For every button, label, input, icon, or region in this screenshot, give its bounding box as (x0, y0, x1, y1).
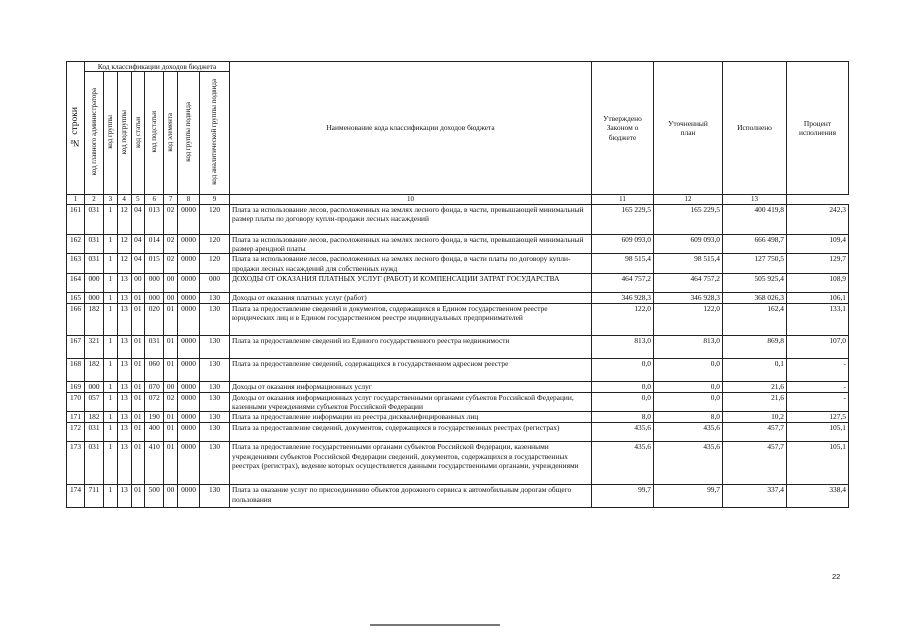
budget-revenue-table (66, 61, 849, 508)
code-analytic-group-cell: 130 (200, 442, 230, 485)
code-subtype-group-cell: 0000 (178, 273, 200, 292)
code-subarticle-cell: 000 (145, 292, 164, 303)
code-article-cell: 04 (131, 254, 145, 274)
code-element-cell: 00 (164, 485, 178, 508)
table-row (67, 292, 849, 303)
code-group-cell: 1 (104, 273, 118, 292)
column-number: 13 (723, 195, 787, 205)
column-number: 2 (85, 195, 104, 205)
revenue-name-cell: Плата за использование лесов, расположенных на землях лесного фонда, в части, превышающей минимальный размер платы по договору купли-продажи лесных насаждений (230, 204, 592, 234)
code-analytic-group-cell: 130 (200, 412, 230, 423)
approved-amount-cell: 464 757,2 (592, 273, 654, 292)
code-article-cell: 04 (131, 204, 145, 234)
row-number-cell: 168 (67, 358, 85, 381)
execution-percent-cell: 129,7 (787, 254, 849, 274)
table-row (67, 303, 849, 335)
code-element-cell: 00 (164, 381, 178, 392)
page-number: 22 (832, 572, 841, 581)
row-number-cell: 171 (67, 412, 85, 423)
column-number: 11 (592, 195, 654, 205)
header-code-article: код статьи (131, 72, 145, 195)
revised-amount-cell: 435,6 (654, 442, 723, 485)
code-administrator-cell: 031 (85, 442, 104, 485)
code-subarticle-cell: 060 (145, 358, 164, 381)
header-revised: Уточненный план (654, 62, 723, 195)
approved-amount-cell: 122,0 (592, 303, 654, 335)
approved-amount-cell: 609 093,0 (592, 234, 654, 254)
code-group-cell: 1 (104, 485, 118, 508)
execution-percent-cell: 107,0 (787, 335, 849, 358)
code-subtype-group-cell: 0000 (178, 303, 200, 335)
column-number: 12 (654, 195, 723, 205)
executed-amount-cell: 666 498,7 (723, 234, 787, 254)
code-subgroup-cell: 13 (117, 485, 131, 508)
code-subarticle-cell: 500 (145, 485, 164, 508)
execution-percent-cell: 133,1 (787, 303, 849, 335)
code-subtype-group-cell: 0000 (178, 423, 200, 442)
row-number-cell: 164 (67, 273, 85, 292)
table-row (67, 485, 849, 508)
code-subgroup-cell: 13 (117, 381, 131, 392)
code-subtype-group-cell: 0000 (178, 335, 200, 358)
code-group-cell: 1 (104, 292, 118, 303)
executed-amount-cell: 368 026,3 (723, 292, 787, 303)
code-subtype-group-cell: 0000 (178, 358, 200, 381)
revenue-name-cell: ДОХОДЫ ОТ ОКАЗАНИЯ ПЛАТНЫХ УСЛУГ (РАБОТ) И КОМПЕНСАЦИИ ЗАТРАТ ГОСУДАРСТВА (230, 273, 592, 292)
code-administrator-cell: 182 (85, 358, 104, 381)
execution-percent-cell: - (787, 392, 849, 412)
row-number-cell: 162 (67, 234, 85, 254)
execution-percent-cell: 106,1 (787, 292, 849, 303)
code-administrator-cell: 182 (85, 412, 104, 423)
column-number: 10 (230, 195, 592, 205)
executed-amount-cell: 457,7 (723, 423, 787, 442)
table-row (67, 335, 849, 358)
code-subtype-group-cell: 0000 (178, 412, 200, 423)
row-number-cell: 174 (67, 485, 85, 508)
header-code-subarticle: код подстатьи (145, 72, 164, 195)
code-group-cell: 1 (104, 204, 118, 234)
code-article-cell: 01 (131, 335, 145, 358)
code-subtype-group-cell: 0000 (178, 485, 200, 508)
code-subarticle-cell: 400 (145, 423, 164, 442)
header-code-subgroup: код подгруппы (117, 72, 131, 195)
revenue-name-cell: Плата за предоставление государственными органами субъектов Российской Федерации, казенными учреждениями субъектов Российской Федерации сведений, документов, содержащихся в государственных реестрах (регистрах), ведение которых осуществляется данными государственными органами, учреждениями (230, 442, 592, 485)
code-article-cell: 01 (131, 392, 145, 412)
executed-amount-cell: 21,6 (723, 381, 787, 392)
approved-amount-cell: 435,6 (592, 442, 654, 485)
code-subgroup-cell: 12 (117, 254, 131, 274)
code-article-cell: 01 (131, 303, 145, 335)
approved-amount-cell: 435,6 (592, 423, 654, 442)
code-administrator-cell: 031 (85, 423, 104, 442)
code-subgroup-cell: 13 (117, 358, 131, 381)
executed-amount-cell: 337,4 (723, 485, 787, 508)
code-administrator-cell: 000 (85, 273, 104, 292)
code-subarticle-cell: 013 (145, 204, 164, 234)
table-row (67, 442, 849, 485)
revenue-name-cell: Плата за предоставление информации из реестра дисквалифицированных лиц (230, 412, 592, 423)
code-group-cell: 1 (104, 335, 118, 358)
header-code-group: код группы (104, 72, 118, 195)
code-article-cell: 00 (131, 273, 145, 292)
code-administrator-cell: 031 (85, 234, 104, 254)
table-body (67, 204, 849, 508)
code-subgroup-cell: 13 (117, 292, 131, 303)
approved-amount-cell: 0,0 (592, 358, 654, 381)
code-analytic-group-cell: 130 (200, 423, 230, 442)
header-approved: Утверждено Законом о бюджете (592, 62, 654, 195)
code-group-cell: 1 (104, 423, 118, 442)
column-number: 9 (200, 195, 230, 205)
code-subgroup-cell: 13 (117, 442, 131, 485)
code-group-cell: 1 (104, 254, 118, 274)
code-analytic-group-cell: 130 (200, 381, 230, 392)
code-article-cell: 01 (131, 485, 145, 508)
execution-percent-cell: 105,1 (787, 442, 849, 485)
row-number-cell: 161 (67, 204, 85, 234)
code-element-cell: 01 (164, 412, 178, 423)
approved-amount-cell: 346 928,3 (592, 292, 654, 303)
revised-amount-cell: 464 757,2 (654, 273, 723, 292)
code-element-cell: 01 (164, 423, 178, 442)
revenue-name-cell: Доходы от оказания информационных услуг государственными органами субъектов Российской Федерации, казенными учреждениями субъектов Российской Федерации (230, 392, 592, 412)
header-classification-group: Код классификации доходов бюджета (85, 62, 230, 72)
revised-amount-cell: 435,6 (654, 423, 723, 442)
approved-amount-cell: 0,0 (592, 392, 654, 412)
revised-amount-cell: 0,0 (654, 392, 723, 412)
revised-amount-cell: 346 928,3 (654, 292, 723, 303)
header-row-group (67, 62, 849, 72)
approved-amount-cell: 165 229,5 (592, 204, 654, 234)
code-administrator-cell: 711 (85, 485, 104, 508)
code-subtype-group-cell: 0000 (178, 292, 200, 303)
code-subarticle-cell: 031 (145, 335, 164, 358)
revised-amount-cell: 8,0 (654, 412, 723, 423)
code-article-cell: 01 (131, 381, 145, 392)
table-row (67, 423, 849, 442)
header-code-administrator: код главного администратора (85, 72, 104, 195)
execution-percent-cell: - (787, 381, 849, 392)
code-group-cell: 1 (104, 442, 118, 485)
code-element-cell: 02 (164, 234, 178, 254)
code-analytic-group-cell: 120 (200, 234, 230, 254)
execution-percent-cell: 338,4 (787, 485, 849, 508)
revenue-name-cell: Плата за использование лесов, расположенных на землях лесного фонда, в части, превышающей минимальный размер арендной платы (230, 234, 592, 254)
code-element-cell: 02 (164, 254, 178, 274)
code-group-cell: 1 (104, 234, 118, 254)
code-article-cell: 01 (131, 358, 145, 381)
row-number-cell: 169 (67, 381, 85, 392)
code-subtype-group-cell: 0000 (178, 204, 200, 234)
code-subtype-group-cell: 0000 (178, 392, 200, 412)
code-subarticle-cell: 072 (145, 392, 164, 412)
row-number-cell: 173 (67, 442, 85, 485)
code-analytic-group-cell: 120 (200, 254, 230, 274)
code-subtype-group-cell: 0000 (178, 254, 200, 274)
executed-amount-cell: 10,2 (723, 412, 787, 423)
column-number: 8 (178, 195, 200, 205)
header-code-analytic-group: код аналитической группы подвида (200, 72, 230, 195)
code-subgroup-cell: 13 (117, 392, 131, 412)
execution-percent-cell: 109,4 (787, 234, 849, 254)
code-group-cell: 1 (104, 358, 118, 381)
execution-percent-cell: 127,5 (787, 412, 849, 423)
column-number: 4 (117, 195, 131, 205)
code-subarticle-cell: 190 (145, 412, 164, 423)
column-number: 7 (164, 195, 178, 205)
code-subgroup-cell: 12 (117, 204, 131, 234)
code-subgroup-cell: 13 (117, 423, 131, 442)
header-row-number: № строки (67, 62, 85, 195)
code-element-cell: 01 (164, 335, 178, 358)
code-element-cell: 02 (164, 204, 178, 234)
column-number: 6 (145, 195, 164, 205)
approved-amount-cell: 8,0 (592, 412, 654, 423)
approved-amount-cell: 813,0 (592, 335, 654, 358)
executed-amount-cell: 162,4 (723, 303, 787, 335)
code-analytic-group-cell: 130 (200, 485, 230, 508)
code-analytic-group-cell: 120 (200, 204, 230, 234)
table-row (67, 234, 849, 254)
executed-amount-cell: 400 419,8 (723, 204, 787, 234)
approved-amount-cell: 98 515,4 (592, 254, 654, 274)
code-element-cell: 00 (164, 273, 178, 292)
column-number: 1 (67, 195, 85, 205)
table-row (67, 254, 849, 274)
revised-amount-cell: 609 093,0 (654, 234, 723, 254)
code-administrator-cell: 031 (85, 254, 104, 274)
code-article-cell: 01 (131, 423, 145, 442)
header-percent: Процент исполнения (787, 62, 849, 195)
table-row (67, 412, 849, 423)
revenue-name-cell: Плата за предоставление сведений, документов, содержащихся в государственных реестрах (регистрах) (230, 423, 592, 442)
executed-amount-cell: 505 925,4 (723, 273, 787, 292)
executed-amount-cell: 21,6 (723, 392, 787, 412)
code-analytic-group-cell: 130 (200, 335, 230, 358)
code-administrator-cell: 031 (85, 204, 104, 234)
revenue-name-cell: Доходы от оказания информационных услуг (230, 381, 592, 392)
code-analytic-group-cell: 000 (200, 273, 230, 292)
revenue-name-cell: Плата за оказание услуг по присоединению объектов дорожного сервиса к автомобильным дорогам общего пользования (230, 485, 592, 508)
header-name: Наименование кода классификации доходов бюджета (230, 62, 592, 195)
code-analytic-group-cell: 130 (200, 303, 230, 335)
code-administrator-cell: 000 (85, 292, 104, 303)
execution-percent-cell: - (787, 358, 849, 381)
header-executed: Исполнено (723, 62, 787, 195)
revenue-name-cell: Плата за предоставление сведений, содержащихся в государственном адресном реестре (230, 358, 592, 381)
code-group-cell: 1 (104, 392, 118, 412)
table-row (67, 358, 849, 381)
execution-percent-cell: 242,3 (787, 204, 849, 234)
approved-amount-cell: 99,7 (592, 485, 654, 508)
table-row (67, 392, 849, 412)
code-article-cell: 01 (131, 292, 145, 303)
row-number-cell: 166 (67, 303, 85, 335)
code-subtype-group-cell: 0000 (178, 234, 200, 254)
code-group-cell: 1 (104, 303, 118, 335)
column-number: 5 (131, 195, 145, 205)
code-element-cell: 02 (164, 392, 178, 412)
code-subtype-group-cell: 0000 (178, 381, 200, 392)
code-administrator-cell: 182 (85, 303, 104, 335)
code-element-cell: 01 (164, 303, 178, 335)
code-analytic-group-cell: 130 (200, 358, 230, 381)
scan-artifact-line (370, 624, 500, 626)
code-subarticle-cell: 070 (145, 381, 164, 392)
revenue-name-cell: Плата за предоставление сведений и документов, содержащихся в Едином государственном реестре юридических лиц и в Едином государственном реестре индивидуальных предпринимателей (230, 303, 592, 335)
code-administrator-cell: 321 (85, 335, 104, 358)
revised-amount-cell: 813,0 (654, 335, 723, 358)
code-subtype-group-cell: 0000 (178, 442, 200, 485)
revenue-name-cell: Доходы от оказания платных услуг (работ) (230, 292, 592, 303)
executed-amount-cell: 457,7 (723, 442, 787, 485)
executed-amount-cell: 0,1 (723, 358, 787, 381)
code-element-cell: 01 (164, 358, 178, 381)
table-row (67, 273, 849, 292)
revised-amount-cell: 99,7 (654, 485, 723, 508)
code-article-cell: 04 (131, 234, 145, 254)
table-row (67, 381, 849, 392)
code-subgroup-cell: 13 (117, 335, 131, 358)
approved-amount-cell: 0,0 (592, 381, 654, 392)
revenue-name-cell: Плата за использование лесов, расположенных на землях лесного фонда, в части платы по договору купли-продажи лесных насаждений для собственных нужд (230, 254, 592, 274)
code-subgroup-cell: 12 (117, 234, 131, 254)
header-code-subtype-group: код группы подвида (178, 72, 200, 195)
code-subarticle-cell: 015 (145, 254, 164, 274)
code-element-cell: 00 (164, 292, 178, 303)
execution-percent-cell: 108,9 (787, 273, 849, 292)
code-analytic-group-cell: 130 (200, 392, 230, 412)
revised-amount-cell: 0,0 (654, 358, 723, 381)
row-number-cell: 167 (67, 335, 85, 358)
code-administrator-cell: 000 (85, 381, 104, 392)
revenue-name-cell: Плата за предоставление сведений из Единого государственного реестра недвижимости (230, 335, 592, 358)
code-subgroup-cell: 13 (117, 412, 131, 423)
revised-amount-cell: 165 229,5 (654, 204, 723, 234)
code-administrator-cell: 057 (85, 392, 104, 412)
code-article-cell: 01 (131, 442, 145, 485)
column-number: 3 (104, 195, 118, 205)
code-analytic-group-cell: 130 (200, 292, 230, 303)
code-subarticle-cell: 410 (145, 442, 164, 485)
code-subgroup-cell: 13 (117, 303, 131, 335)
executed-amount-cell: 127 750,5 (723, 254, 787, 274)
row-number-cell: 170 (67, 392, 85, 412)
code-article-cell: 01 (131, 412, 145, 423)
executed-amount-cell: 869,8 (723, 335, 787, 358)
code-subarticle-cell: 020 (145, 303, 164, 335)
table-row (67, 204, 849, 234)
execution-percent-cell: 105,1 (787, 423, 849, 442)
revised-amount-cell: 98 515,4 (654, 254, 723, 274)
code-element-cell: 01 (164, 442, 178, 485)
column-numbers-row (67, 195, 849, 205)
revised-amount-cell: 122,0 (654, 303, 723, 335)
row-number-cell: 165 (67, 292, 85, 303)
code-subgroup-cell: 13 (117, 273, 131, 292)
code-subarticle-cell: 014 (145, 234, 164, 254)
row-number-cell: 163 (67, 254, 85, 274)
code-group-cell: 1 (104, 381, 118, 392)
header-code-element: код элемента (164, 72, 178, 195)
code-subarticle-cell: 000 (145, 273, 164, 292)
revised-amount-cell: 0,0 (654, 381, 723, 392)
row-number-cell: 172 (67, 423, 85, 442)
code-group-cell: 1 (104, 412, 118, 423)
